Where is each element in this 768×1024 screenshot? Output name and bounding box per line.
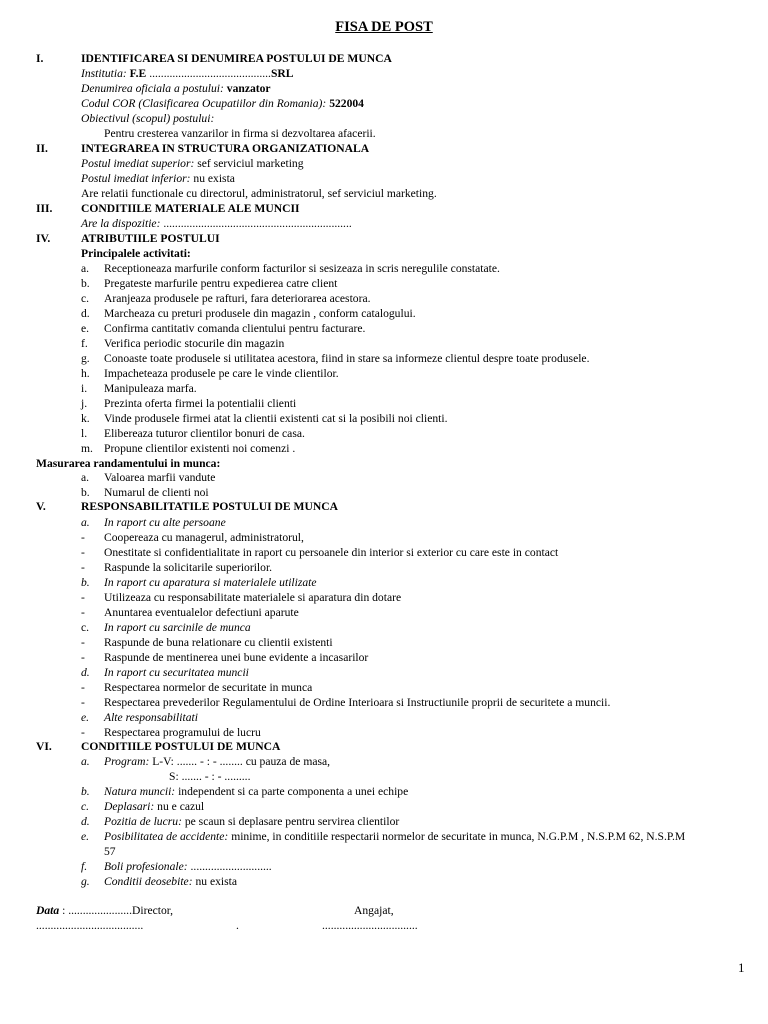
boli-value: ............................ (190, 860, 272, 873)
section-heading: IDENTIFICAREA SI DENUMIREA POSTULUI DE MUNCA (81, 52, 392, 65)
section-heading: RESPONSABILITATILE POSTULUI DE MUNCA (81, 500, 338, 513)
inferior-label: Postul imediat inferior: (81, 172, 191, 185)
list-marker: g. (81, 352, 90, 365)
pozitia-value: pe scaun si deplasare pentru servirea clientilor (184, 815, 400, 828)
list-marker: c. (81, 800, 90, 813)
list-text: In raport cu aparatura si materialele utilizate (104, 576, 317, 589)
list-text: Elibereaza tuturor clientilor bonuri de casa. (104, 427, 305, 440)
inferior-value: nu exista (193, 172, 235, 185)
list-text: Confirma cantitativ comanda clientului pentru facturare. (104, 322, 366, 335)
director-signature-line: ..................................... (36, 919, 144, 932)
list-text: Vinde produsele firmei atat la clientii existenti cat si la posibili noi clienti. (104, 412, 448, 425)
list-marker: - (81, 681, 85, 694)
section-number: V. (36, 500, 46, 513)
list-text: Conoaste toate produsele si utilitatea acestora, fiind in stare sa informeze clientul despre toate produsele. (104, 352, 590, 365)
list-text: In raport cu alte persoane (104, 516, 226, 529)
list-text: Verifica periodic stocurile din magazin (104, 337, 285, 350)
list-text: Respectarea prevederilor Regulamentului de Ordine Interioara si Instructiunile proprii de securitete a muncii. (104, 696, 611, 709)
institutia-suffix: SRL (270, 67, 294, 80)
obiectiv-text: Pentru cresterea vanzarilor in firma si dezvoltarea afacerii. (104, 127, 376, 140)
list-marker: d. (81, 815, 90, 828)
cod-cor-label: Codul COR (Clasificarea Ocupatiilor din Romania): (81, 97, 327, 110)
list-marker: b. (81, 785, 90, 798)
cod-cor-value: 522004 (329, 97, 364, 110)
accidente-value-continued: 57 (104, 845, 116, 858)
list-marker: a. (81, 516, 90, 529)
director-label: Director, (131, 904, 174, 917)
section-heading: ATRIBUTIILE POSTULUI (81, 232, 220, 245)
data-dots: : ...................... (59, 904, 132, 917)
conditii-value: nu exista (195, 875, 238, 888)
accidente-value: minime, in conditiile respectarii normelor de securitate in munca, N.G.P.M , N.S.P.M 62, N.S.P.M (231, 830, 686, 843)
list-marker: h. (81, 367, 90, 380)
list-text: Impacheteaza produsele pe care le vinde clientilor. (104, 367, 339, 380)
list-marker: c. (81, 621, 90, 634)
list-marker: l. (81, 427, 88, 440)
section-number: VI. (36, 740, 52, 753)
list-marker: - (81, 651, 85, 664)
data-label: Data (36, 904, 60, 917)
list-text: Anuntarea eventualelor defectiuni aparute (104, 606, 299, 619)
list-text: Propune clientilor existenti noi comenzi . (104, 442, 296, 455)
list-marker: c. (81, 292, 90, 305)
list-marker: a. (81, 262, 90, 275)
list-text: Receptioneaza marfurile conform facturilor si sesizeaza in scris neregulile constatate. (104, 262, 500, 275)
document-title: FISA DE POST (335, 19, 433, 35)
superior-value: sef serviciul marketing (197, 157, 304, 170)
list-marker: b. (81, 576, 90, 589)
list-text: Alte responsabilitati (104, 711, 198, 724)
list-text: Coopereaza cu managerul, administratorul, (104, 531, 304, 544)
list-marker: - (81, 696, 85, 709)
pozitia-label: Pozitia de lucru: (104, 815, 182, 828)
masurare-heading: Masurarea randamentului in munca: (36, 457, 221, 470)
list-marker: k. (81, 412, 90, 425)
list-text: Respectarea normelor de securitate in munca (104, 681, 313, 694)
dispozitie-label: Are la dispozitie: (81, 217, 161, 230)
section-number: IV. (36, 232, 51, 245)
page-number: 1 (738, 960, 745, 975)
list-text: In raport cu sarcinile de munca (104, 621, 251, 634)
denumire-label: Denumirea oficiala a postului: (81, 82, 224, 95)
angajat-signature-line: ................................. (322, 919, 418, 932)
denumire-value: vanzator (226, 82, 271, 95)
angajat-label: Angajat, (354, 904, 394, 917)
activitati-subheading: Principalele activitati: (81, 247, 191, 260)
list-marker: - (81, 606, 85, 619)
section-number: I. (36, 52, 44, 65)
list-marker: - (81, 531, 85, 544)
list-marker: - (81, 561, 85, 574)
list-marker: - (81, 636, 85, 649)
list-marker: - (81, 546, 85, 559)
institutia-label: Institutia: (81, 67, 127, 80)
list-text: Raspunde de mentinerea unei bune evidente a incasarilor (104, 651, 369, 664)
list-text: Respectarea programului de lucru (104, 726, 261, 739)
program-saturday-value: S: ....... - : - ......... (169, 770, 251, 783)
list-marker: e. (81, 711, 90, 724)
list-text: Aranjeaza produsele pe rafturi, fara deteriorarea acestora. (104, 292, 371, 305)
institutia-dots: .......................................... (146, 67, 271, 80)
list-text: Onestitate si confidentialitate in raport cu persoanele din interior si exterior cu care este in contact (104, 546, 559, 559)
boli-label: Boli profesionale: (104, 860, 188, 873)
list-marker: a. (81, 755, 90, 768)
natura-value: independent si ca parte componenta a unei echipe (178, 785, 409, 798)
list-marker: e. (81, 830, 90, 843)
list-text: Utilizeaza cu responsabilitate materialele si aparatura din dotare (104, 591, 402, 604)
list-marker: f. (81, 337, 88, 350)
list-marker: a. (81, 471, 90, 484)
list-marker: m. (81, 442, 93, 455)
conditii-label: Conditii deosebite: (104, 875, 193, 888)
section-heading: INTEGRAREA IN STRUCTURA ORGANIZATIONALA (81, 142, 370, 155)
section-heading: CONDITIILE MATERIALE ALE MUNCII (81, 202, 300, 215)
superior-label: Postul imediat superior: (81, 157, 195, 170)
program-value: L-V: ....... - : - ........ cu pauza de masa, (152, 755, 331, 768)
accidente-label: Posibilitatea de accidente: (104, 830, 229, 843)
natura-label: Natura muncii: (104, 785, 176, 798)
list-marker: b. (81, 277, 90, 290)
list-marker: b. (81, 486, 90, 499)
list-marker: i. (81, 382, 88, 395)
institutia-value: F.E (129, 67, 147, 80)
list-marker: d. (81, 666, 90, 679)
list-text: Pregateste marfurile pentru expedierea catre client (104, 277, 338, 290)
list-text: Raspunde la solicitarile superiorilor. (104, 561, 273, 574)
list-marker: j. (81, 397, 88, 410)
list-text: Manipuleaza marfa. (104, 382, 197, 395)
section-number: II. (36, 142, 48, 155)
section-heading: CONDITIILE POSTULUI DE MUNCA (81, 740, 281, 753)
program-label: Program: (104, 755, 150, 768)
list-text: Numarul de clienti noi (104, 486, 209, 499)
list-marker: g. (81, 875, 90, 888)
dispozitie-dots: ................................................................. (160, 217, 352, 230)
list-marker: - (81, 591, 85, 604)
relatii-text: Are relatii functionale cu directorul, administratorul, sef serviciul marketing. (81, 187, 437, 200)
deplasari-label: Deplasari: (104, 800, 155, 813)
list-text: Raspunde de buna relationare cu clientii existenti (104, 636, 333, 649)
obiectiv-label: Obiectivul (scopul) postului: (81, 112, 215, 125)
list-marker: f. (81, 860, 88, 873)
deplasari-value: nu e cazul (157, 800, 205, 813)
list-text: Marcheaza cu preturi produsele din magazin , conform catalogului. (104, 307, 416, 320)
list-text: In raport cu securitatea muncii (104, 666, 249, 679)
list-marker: d. (81, 307, 90, 320)
section-number: III. (36, 202, 53, 215)
list-marker: e. (81, 322, 90, 335)
list-text: Prezinta oferta firmei la potentialii clienti (104, 397, 297, 410)
list-marker: - (81, 726, 85, 739)
signature-separator: . (236, 919, 239, 932)
list-text: Valoarea marfii vandute (104, 471, 216, 484)
